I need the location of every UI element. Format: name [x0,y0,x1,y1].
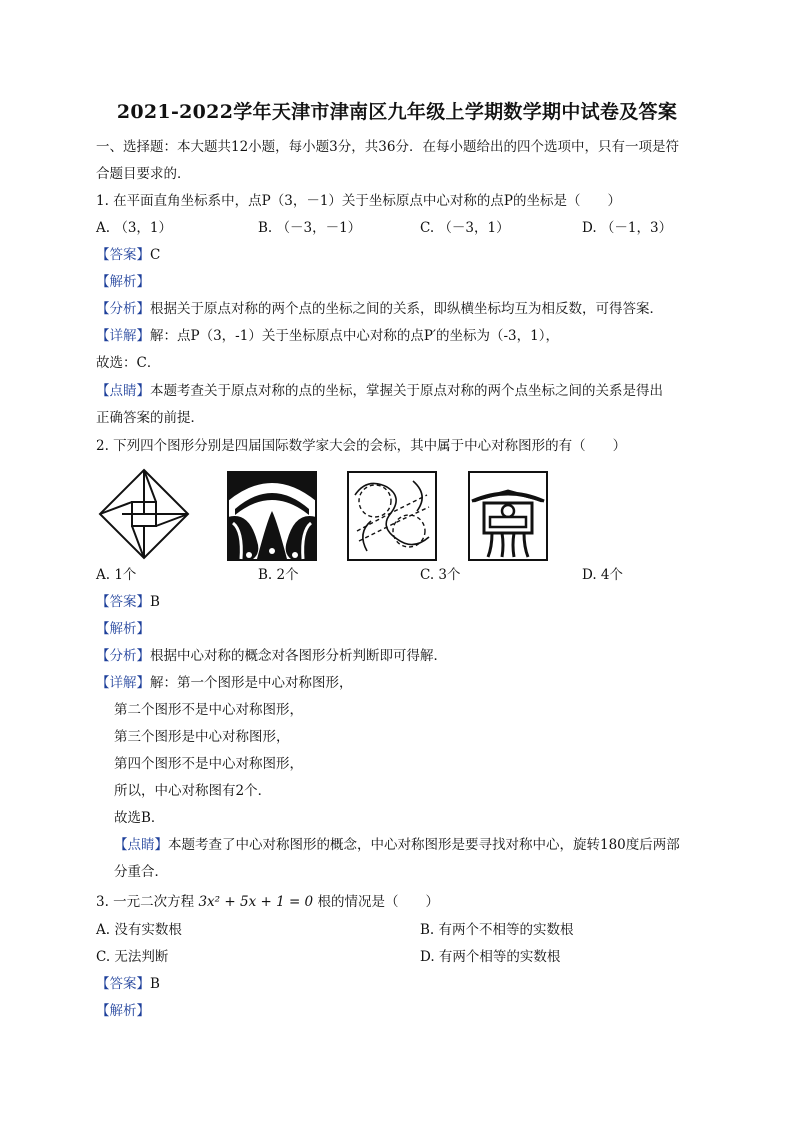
dianjing-text: 本题考查了中心对称图形的概念，中心对称图形是要寻找对称中心，旋转180度后两部 [168,837,680,853]
answer-tag: 【答案】 [96,976,150,992]
q3-stem-post: 根的情况是（ ） [317,894,439,910]
question-3-stem [96,893,439,911]
q2-option-b: B. 2个 [258,567,299,583]
xiangjie-text: 解：第一个图形是中心对称图形， [150,675,353,691]
q2-fenxi [96,647,447,665]
q3-stem-pre: 3. 一元二次方程 [96,894,195,910]
q2-detail-4: 第四个图形不是中心对称图形， [114,756,303,772]
q2-detail-5: 所以，中心对称图有2个． [114,783,272,799]
q2-detail-3: 第三个图形是中心对称图形， [114,729,290,745]
fenxi-tag: 【分析】 [96,301,150,317]
q2-detail-2: 第二个图形不是中心对称图形， [114,702,303,718]
q1-fenxi [96,300,663,318]
q1-xiangjie [96,327,559,345]
figure-2-icon [227,471,317,561]
figure-3-icon [347,471,437,561]
q1-dianjing-line-2: 正确答案的前提． [96,410,204,426]
section-intro-line-1: 一、选择题：本大题共12小题，每小题3分，共36分．在每小题给出的四个选项中，只有一项是符 [96,139,679,155]
q2-option-c: C. 3个 [420,567,461,583]
q1-answer [96,246,160,264]
q2-dianjing-line-2: 分重合． [114,864,168,880]
q2-guxuan: 故选B． [114,810,165,826]
q3-analysis-tag: 【解析】 [96,1003,150,1019]
q2-analysis-tag: 【解析】 [96,621,150,637]
page-title: 2021-2022学年天津市津南区九年级上学期数学期中试卷及答案 [116,101,678,123]
answer-tag: 【答案】 [96,594,150,610]
question-1-stem: 1. 在平面直角坐标系中，点P（3，－1）关于坐标原点中心对称的点P的坐标是（ ） [96,193,622,209]
q3-equation: 3x² + 5x + 1 = 0 [198,894,314,910]
q3-option-b: B. 有两个不相等的实数根 [420,922,574,938]
answer-tag: 【答案】 [96,247,150,263]
q3-option-a: A. 没有实数根 [96,922,182,938]
q2-option-a: A. 1个 [96,567,137,583]
figure-1-icon [98,468,190,560]
figure-4-icon [468,471,548,561]
q1-dianjing-line-1 [96,382,663,400]
q1-option-a: A. （3，1） [96,220,173,236]
q3-option-d: D. 有两个相等的实数根 [420,949,561,965]
q2-option-d: D. 4个 [582,567,624,583]
answer-value: B [150,594,160,610]
q1-guxuan: 故选：C． [96,355,161,371]
q3-answer [96,975,160,993]
q1-analysis-tag: 【解析】 [96,274,150,290]
xiangjie-text: 解：点P（3，-1）关于坐标原点中心对称的点P′的坐标为（-3，1）， [150,328,559,344]
fenxi-tag: 【分析】 [96,648,150,664]
q2-xiangjie [96,674,353,692]
q1-option-d: D. （－1，3） [582,220,673,236]
dianjing-tag: 【点睛】 [114,837,168,853]
answer-value: C [150,247,161,263]
fenxi-text: 根据关于原点对称的两个点的坐标之间的关系，即纵横坐标均互为相反数，可得答案． [150,301,663,317]
q2-dianjing-line-1 [114,836,680,854]
section-intro-line-2: 合题目要求的． [96,166,191,182]
xiangjie-tag: 【详解】 [96,328,150,344]
dianjing-tag: 【点睛】 [96,383,150,399]
q1-option-c: C. （－3，1） [420,220,510,236]
q1-option-b: B. （－3，－1） [258,220,362,236]
question-2-stem: 2. 下列四个图形分别是四届国际数学家大会的会标，其中属于中心对称图形的有（ ） [96,438,627,454]
q2-answer [96,593,160,611]
xiangjie-tag: 【详解】 [96,675,150,691]
answer-value: B [150,976,160,992]
fenxi-text: 根据中心对称的概念对各图形分析判断即可得解． [150,648,447,664]
q3-option-c: C. 无法判断 [96,949,169,965]
dianjing-text: 本题考查关于原点对称的点的坐标，掌握关于原点对称的两个点坐标之间的关系是得出 [150,383,663,399]
